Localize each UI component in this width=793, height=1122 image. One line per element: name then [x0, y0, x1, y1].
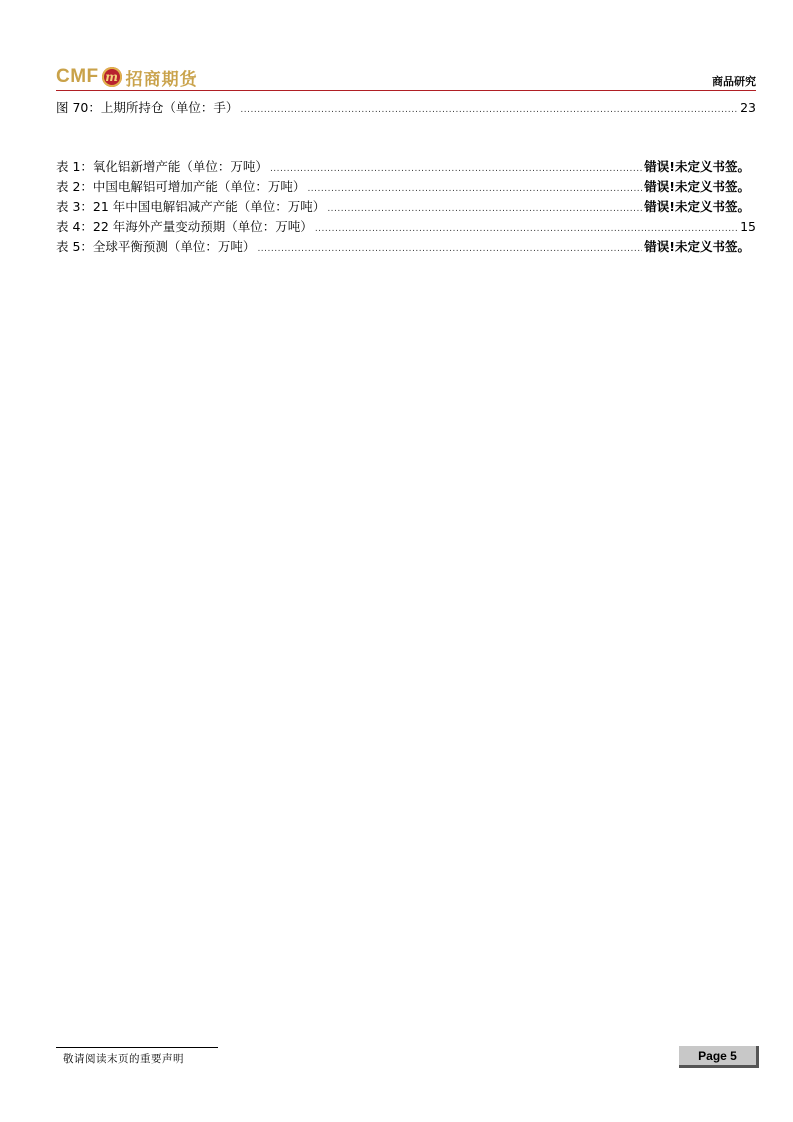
- toc-entry[interactable]: [56, 197, 756, 217]
- footer-disclaimer: 敬请阅读末页的重要声明: [63, 1053, 184, 1065]
- header-divider: [56, 90, 756, 91]
- toc-leader-dots: [315, 219, 738, 239]
- company-logo: [56, 64, 198, 90]
- toc-entry[interactable]: [56, 157, 756, 177]
- toc-entry-page-error: 错误!未定义书签。: [644, 239, 750, 254]
- toc-leader-dots: [270, 159, 642, 179]
- page-number-badge: Page 5: [679, 1046, 759, 1068]
- toc-entry-label: 表 3：21 年中国电解铝减产产能（单位：万吨）: [56, 199, 326, 214]
- toc-leader-dots: [240, 100, 738, 120]
- table-of-contents: [56, 98, 756, 257]
- toc-entry-page-error: 错误!未定义书签。: [644, 179, 750, 194]
- toc-entry-label: 表 1：氧化铝新增产能（单位：万吨）: [56, 159, 268, 174]
- toc-entry-page: 15: [740, 219, 756, 234]
- toc-leader-dots: [327, 199, 642, 219]
- toc-leader-dots: [257, 239, 642, 259]
- footer-divider: [56, 1047, 218, 1048]
- section-label: 商品研究: [712, 75, 756, 88]
- toc-entry-page-error: 错误!未定义书签。: [644, 199, 750, 214]
- logo-company-name: 招商期货: [125, 69, 198, 90]
- toc-entry-page: 23: [740, 100, 756, 115]
- logo-cmf-text: CMF: [56, 66, 99, 87]
- toc-entry-label: 表 4：22 年海外产量变动预期（单位：万吨）: [56, 219, 313, 234]
- toc-entry[interactable]: [56, 177, 756, 197]
- toc-entry[interactable]: [56, 98, 756, 118]
- toc-entry-label: 表 5：全球平衡预测（单位：万吨）: [56, 239, 256, 254]
- toc-leader-dots: [307, 179, 642, 199]
- toc-entry-label: 图 70：上期所持仓（单位：手）: [56, 100, 239, 115]
- toc-entry[interactable]: [56, 217, 756, 237]
- logo-emblem-icon: m: [102, 67, 122, 87]
- page-header: [56, 60, 756, 92]
- toc-entry-page-error: 错误!未定义书签。: [644, 159, 750, 174]
- toc-entry[interactable]: [56, 237, 756, 257]
- toc-entry-label: 表 2：中国电解铝可增加产能（单位：万吨）: [56, 179, 306, 194]
